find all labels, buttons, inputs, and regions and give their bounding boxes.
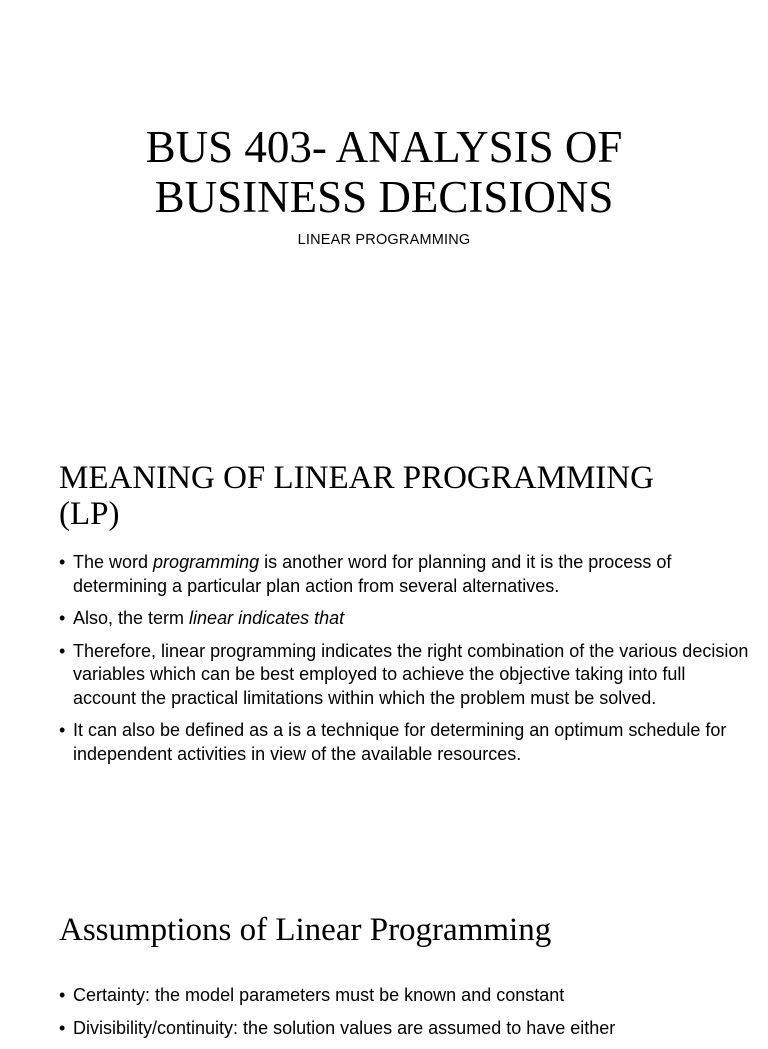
list-item xyxy=(59,551,749,598)
title-line-1: BUS 403- ANALYSIS OF xyxy=(145,122,623,172)
list-item xyxy=(59,984,749,1008)
bullet-icon: • xyxy=(59,608,66,628)
bullet-text xyxy=(73,641,748,708)
list-item xyxy=(59,1017,749,1041)
bullet-text-pre: Therefore, linear programming indicates the right combination of the various decision variables which can be best employed to achieve the objective taking into full account the practical limitations within which the problem must be solved. xyxy=(73,640,749,708)
bullet-text: Certainty: the model parameters must be known and constant xyxy=(73,985,565,1005)
list-item xyxy=(59,719,749,766)
title-slide xyxy=(0,0,768,420)
bullet-text-emphasis: linear indicates that xyxy=(189,608,345,628)
title-line-2: BUSINESS DECISIONS xyxy=(154,172,614,222)
bullet-text xyxy=(73,552,671,596)
bullet-icon: • xyxy=(59,640,66,661)
bullet-icon: • xyxy=(59,985,66,1005)
bullet-list xyxy=(59,984,749,1049)
bullet-list xyxy=(59,551,749,775)
presentation-subtitle: LINEAR PROGRAMMING xyxy=(297,232,471,248)
slide-heading: Assumptions of Linear Programming xyxy=(59,912,552,948)
bullet-text-post: is another word for planning and it is the process of determining a particular plan action from several alternatives. xyxy=(73,552,672,596)
bullet-text-pre: It can also be defined as a is a technique for determining an optimum schedule for independent activities in view of the available resources. xyxy=(73,720,727,764)
presentation-title xyxy=(0,122,768,222)
bullet-text-pre: The word xyxy=(73,552,154,572)
assumptions-slide xyxy=(0,880,768,1038)
bullet-text-pre: Also, the term xyxy=(73,608,190,628)
bullet-text: Divisibility/continuity: the solution values are assumed to have either xyxy=(73,1017,616,1038)
heading-line-2: (LP) xyxy=(59,496,120,532)
list-item xyxy=(59,607,749,631)
bullet-text xyxy=(73,608,344,628)
bullet-icon: • xyxy=(59,552,66,572)
slide-heading xyxy=(59,460,749,532)
list-item xyxy=(59,640,749,711)
bullet-text xyxy=(73,720,726,764)
bullet-text-emphasis: programming xyxy=(153,552,260,572)
bullet-icon: • xyxy=(59,1017,66,1038)
bullet-icon: • xyxy=(59,720,66,740)
heading-line-1: MEANING OF LINEAR PROGRAMMING xyxy=(59,460,654,496)
meaning-slide xyxy=(0,420,768,880)
